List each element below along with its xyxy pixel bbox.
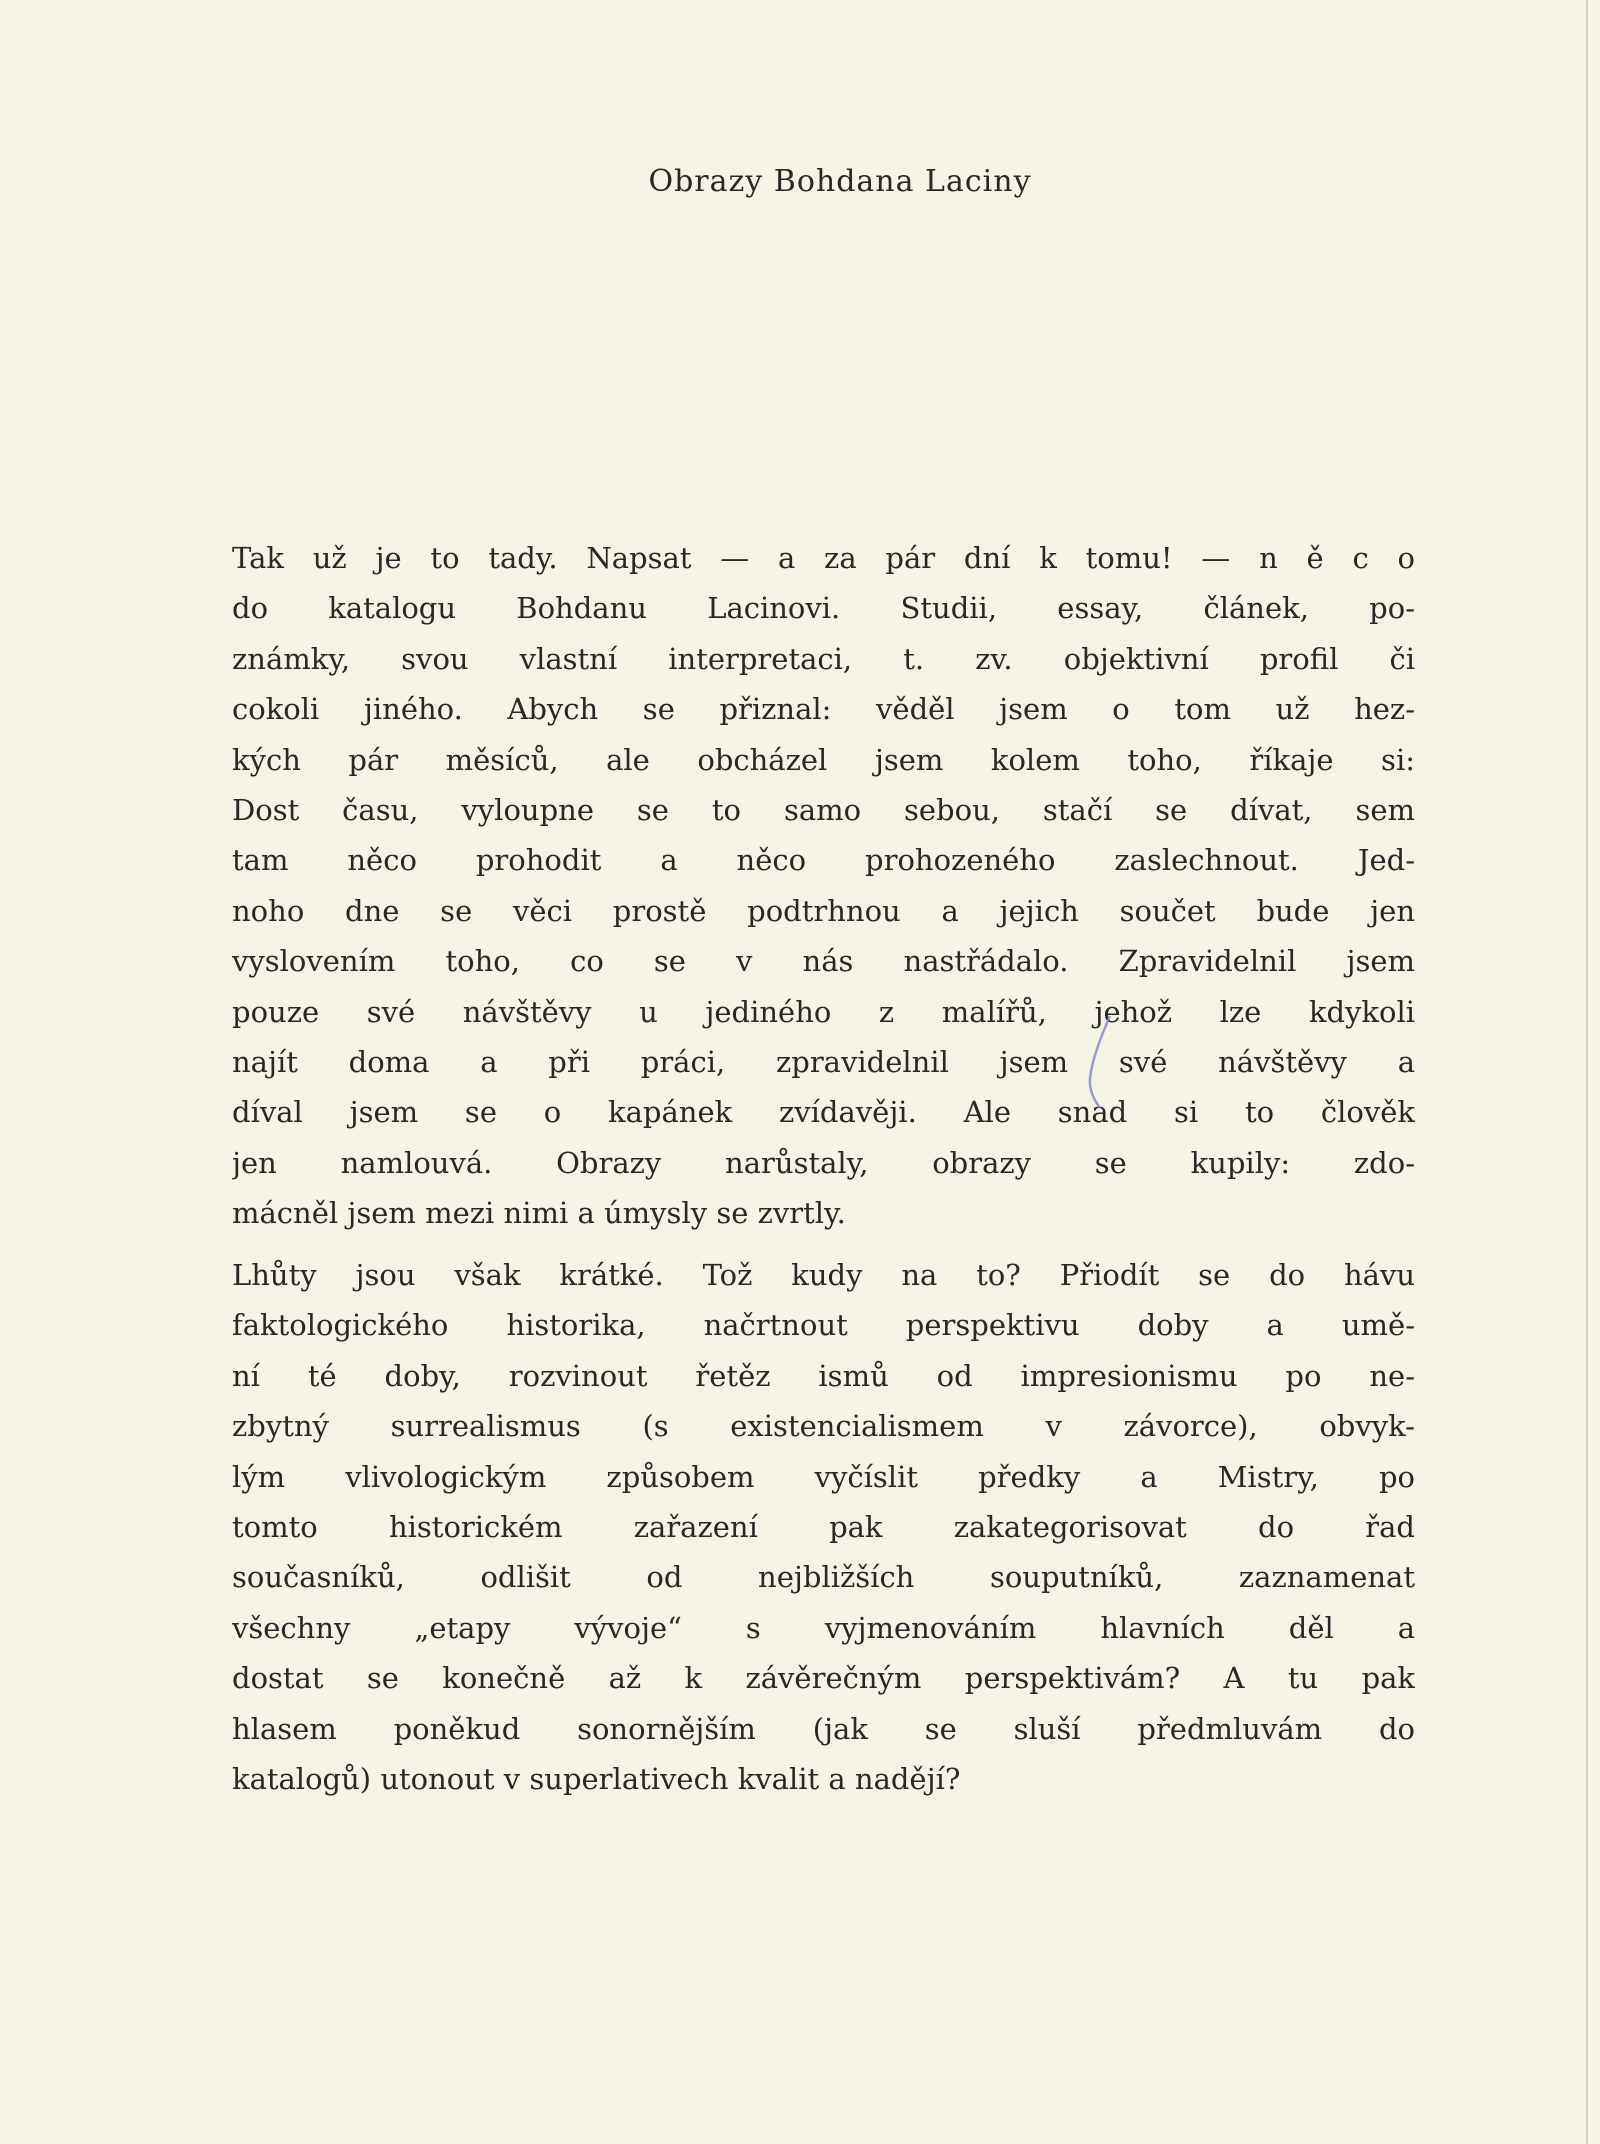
page-edge <box>1586 0 1588 2144</box>
text-line: ní té doby, rozvinout řetěz ismů od impresionismu po ne- <box>232 1358 1415 1393</box>
text-line: zbytný surrealismus (s existencialismem v závorce), obvyk- <box>232 1409 1415 1444</box>
text-line: pouze své návštěvy u jediného z malířů, jehož lze kdykoli <box>232 994 1415 1029</box>
text-line: noho dne se věci prostě podtrhnou a jejich součet bude jen <box>232 893 1415 928</box>
text-line: dostat se konečně až k závěrečným perspektivám? A tu pak <box>232 1661 1415 1696</box>
text-line: Lhůty jsou však krátké. Tož kudy na to? Přiodít se do hávu <box>232 1258 1415 1292</box>
text-line: najít doma a při práci, zpravidelnil jsem své návštěvy a <box>232 1044 1415 1079</box>
text-line: hlasem poněkud sonornějším (jak se sluší předmluvám do <box>232 1711 1415 1746</box>
text-line: díval jsem se o kapánek zvídavěji. Ale snad si to člověk <box>232 1095 1415 1130</box>
text-line: lým vlivologickým způsobem vyčíslit předky a Mistry, po <box>232 1459 1415 1494</box>
text-line: všechny „etapy vývoje“ s vyjmenováním hlavních děl a <box>232 1610 1415 1645</box>
pencil-mark-icon <box>1080 1010 1120 1120</box>
text-line: kých pár měsíců, ale obcházel jsem kolem toho, říkaje si: <box>232 742 1415 777</box>
text-line: faktologického historika, načrtnout perspektivu doby a umě- <box>232 1308 1415 1343</box>
text-line: tomto historickém zařazení pak zakategorisovat do řad <box>232 1509 1415 1544</box>
text-line: Tak už je to tady. Napsat — a za pár dní k tomu! — n ě c o <box>232 541 1415 575</box>
text-line: současníků, odlišit od nejbližších souputníků, zaznamenat <box>232 1560 1415 1595</box>
text-line: katalogů) utonout v superlativech kvalit a nadějí? <box>232 1761 961 1796</box>
text-line: mácněl jsem mezi nimi a úmysly se zvrtly. <box>232 1196 846 1231</box>
text-line: cokoli jiného. Abych se přiznal: věděl jsem o tom už hez- <box>232 692 1415 727</box>
text-line: Dost času, vyloupne se to samo sebou, stačí se dívat, sem <box>232 792 1415 827</box>
text-line: známky, svou vlastní interpretaci, t. zv. objektivní profil či <box>232 641 1415 676</box>
text-line: tam něco prohodit a něco prohozeného zaslechnout. Jed- <box>232 843 1415 878</box>
text-line: jen namlouvá. Obrazy narůstaly, obrazy se kupily: zdo- <box>232 1145 1415 1180</box>
page-title: Obrazy Bohdana Laciny <box>648 164 1032 199</box>
text-line: do katalogu Bohdanu Lacinovi. Studii, essay, článek, po- <box>232 591 1415 626</box>
paragraph-2 <box>232 1250 1415 1804</box>
text-line: vyslovením toho, co se v nás nastřádalo. Zpravidelnil jsem <box>232 944 1415 979</box>
paragraph-1 <box>232 533 1415 1238</box>
